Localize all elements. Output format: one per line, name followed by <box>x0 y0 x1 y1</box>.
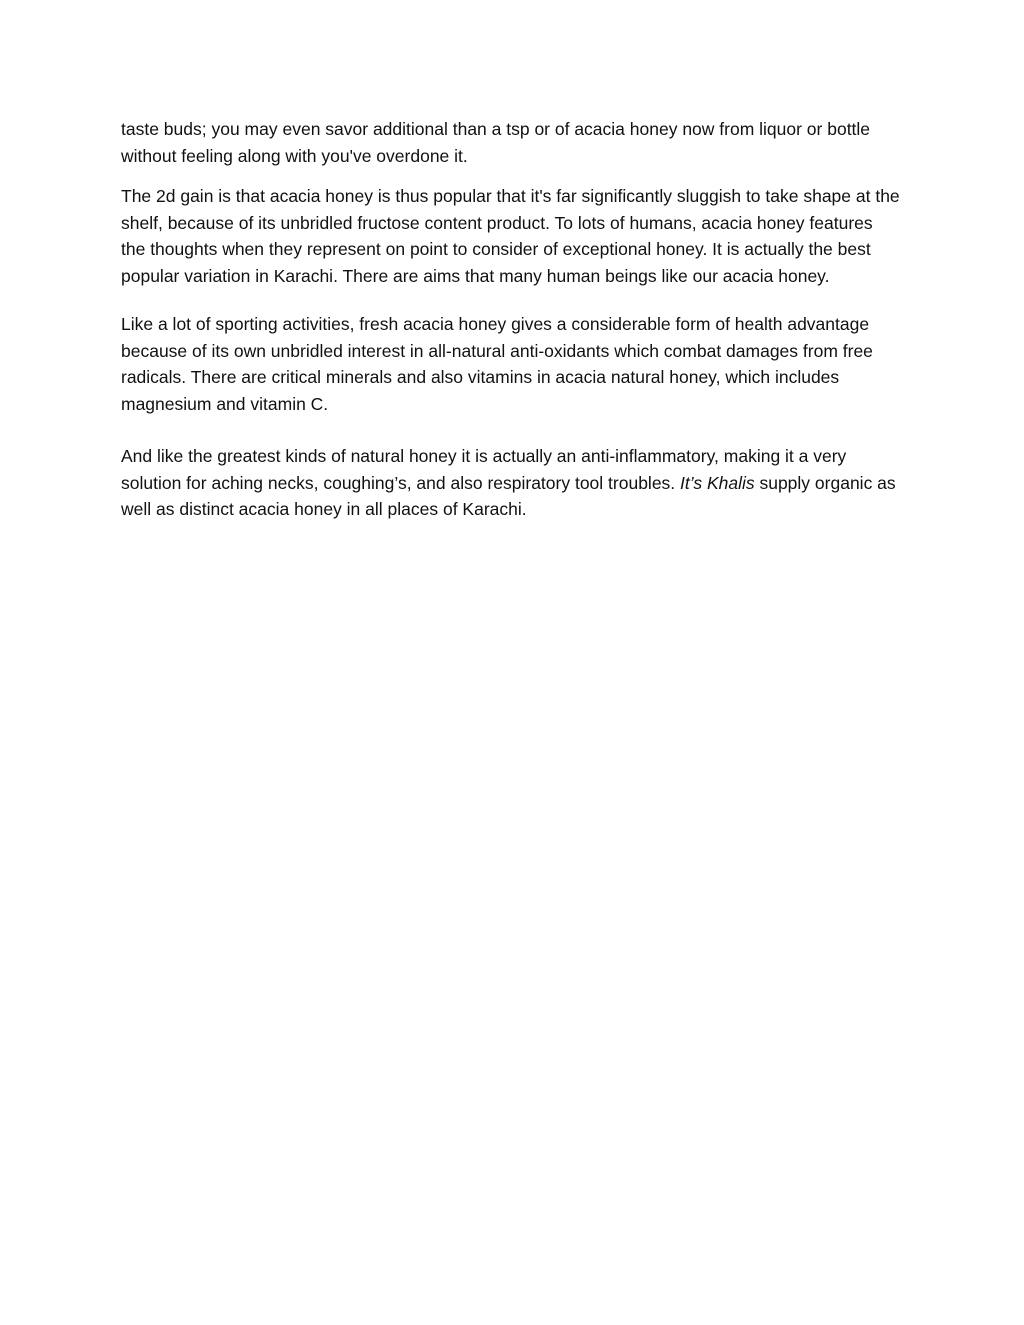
paragraph-taste-buds: taste buds; you may even savor additional than a tsp or of acacia honey now from liquor or bottle without feeling along with you've overdone it. <box>121 119 871 166</box>
paragraph-text-after-brand: supply organic as well as distinct acacia honey in all places of Karachi. <box>121 472 896 519</box>
brand-name: It’s Khalis <box>680 472 755 493</box>
paragraph-text-before-brand: And like the greatest kinds of natural honey it is actually an anti-inflammatory, making it a very solution for aching necks, coughing’s, and also respiratory tool troubles. <box>121 446 847 493</box>
paragraph-anti-inflammatory <box>121 443 901 523</box>
document-body <box>121 116 901 523</box>
paragraph-health-advantage: Like a lot of sporting activities, fresh acacia honey gives a considerable form of health advantage because of its own unbridled interest in all-natural anti-oxidants which combat damages from free radicals. There are critical minerals and also vitamins in acacia natural honey, which includes magnesium and vitamin C. <box>121 314 873 414</box>
paragraph-second-gain: The 2d gain is that acacia honey is thus popular that it's far significantly sluggish to take shape at the shelf, because of its unbridled fructose content product. To lots of humans, acacia honey features the thoughts when they represent on point to consider of exceptional honey. It is actually the best popular variation in Karachi. There are aims that many human beings like our acacia honey. <box>121 186 900 286</box>
